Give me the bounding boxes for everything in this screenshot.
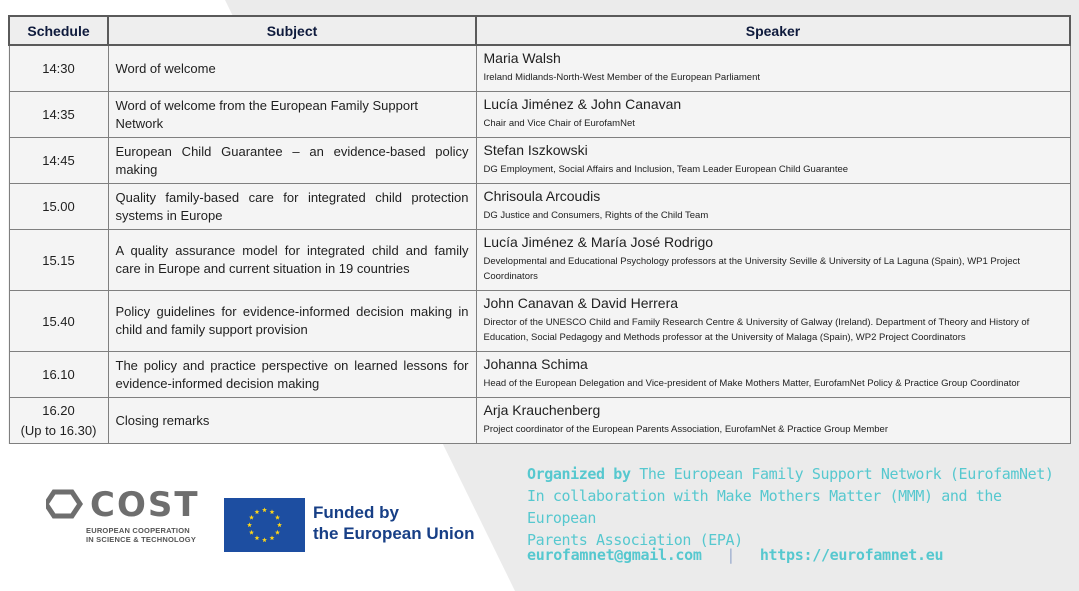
speaker-cell (476, 352, 1070, 398)
contact-separator: | (726, 546, 736, 564)
speaker-role: Project coordinator of the European Parents Association, EurofamNet & Practice Group Member (483, 424, 888, 435)
speaker-cell (476, 92, 1070, 138)
speaker-name: Maria Walsh (483, 50, 561, 66)
table-row (9, 230, 1070, 291)
speaker-name: Lucía Jiménez & María José Rodrigo (483, 234, 714, 250)
email-link[interactable]: eurofamnet@gmail.com (527, 546, 702, 564)
speaker-cell (476, 138, 1070, 184)
contact-line (527, 546, 943, 564)
speaker-name: Johanna Schima (483, 356, 588, 372)
time-cell: 16.10 (9, 352, 108, 398)
speaker-role: Ireland Midlands-North-West Member of the European Parliament (483, 72, 761, 83)
cost-logo (46, 488, 206, 543)
speaker-cell (476, 230, 1070, 291)
subject-cell: The policy and practice perspective on learned lessons for evidence-informed decision making (108, 352, 476, 398)
subject-cell: European Child Guarantee – an evidence-based policy making (108, 138, 476, 184)
website-link[interactable]: https://eurofamnet.eu (759, 546, 944, 564)
time-start: 16.20 (42, 402, 75, 418)
table-row (9, 352, 1070, 398)
time-cell: 15.15 (9, 230, 108, 291)
speaker-role: Chair and Vice Chair of EurofamNet (483, 118, 635, 129)
speaker-role: DG Justice and Consumers, Rights of the Child Team (483, 210, 709, 221)
eu-funded-line2: the European Union (313, 524, 475, 543)
subject-cell: Closing remarks (108, 398, 476, 444)
speaker-cell (476, 45, 1070, 92)
header-schedule: Schedule (9, 16, 108, 45)
subject-cell: A quality assurance model for integrated child and family care in Europe and current situation in 19 countries (108, 230, 476, 291)
speaker-cell (476, 291, 1070, 352)
time-end: (Up to 16.30) (20, 422, 97, 438)
speaker-name: Arja Krauchenberg (483, 402, 601, 418)
table-row (9, 45, 1070, 92)
header-subject: Subject (108, 16, 476, 45)
speaker-name: John Canavan & David Herrera (483, 295, 679, 311)
speaker-name: Stefan Iszkowski (483, 142, 588, 158)
organized-line2: In collaboration with Make Mothers Matter (MMM) and the European (527, 487, 1002, 527)
subject-cell: Word of welcome (108, 45, 476, 92)
subject-cell: Quality family-based care for integrated child protection systems in Europe (108, 184, 476, 230)
table-header-row (9, 16, 1070, 45)
speaker-role: Head of the European Delegation and Vice-president of Make Mothers Matter, EurofamNet Policy & Practice Group Coordinator (483, 378, 1020, 389)
speaker-cell (476, 184, 1070, 230)
cost-subtitle-2: IN SCIENCE & TECHNOLOGY (86, 535, 197, 544)
cost-logo-mark (46, 488, 206, 520)
time-cell: 14:30 (9, 45, 108, 92)
eu-flag-icon (224, 498, 305, 552)
header-speaker: Speaker (476, 16, 1070, 45)
speaker-role: Developmental and Educational Psychology professors at the University Seville & University of La Laguna (Spain), WP1 Project Coordinators (483, 256, 1020, 282)
table-row (9, 138, 1070, 184)
speaker-role: Director of the UNESCO Child and Family Research Centre & University of Galway (Ireland). Department of Theory and History of Education, Social Pedagogy and Methods professor at the University of Malaga (Spain), WP2 Project Coordinators (483, 317, 1030, 343)
organized-line3: Parents Association (EPA) (527, 531, 743, 549)
organizer-text (527, 463, 1067, 551)
eu-funded-line1: Funded by (313, 503, 399, 522)
table-row (9, 92, 1070, 138)
speaker-name: Lucía Jiménez & John Canavan (483, 96, 682, 112)
speaker-cell (476, 398, 1070, 444)
organized-lead: Organized by (527, 465, 631, 483)
time-cell: 14:35 (9, 92, 108, 138)
time-cell (9, 398, 108, 444)
speaker-role: DG Employment, Social Affairs and Inclusion, Team Leader European Child Guarantee (483, 164, 849, 175)
table-row (9, 291, 1070, 352)
subject-cell: Word of welcome from the European Family Support Network (108, 92, 476, 138)
table-row (9, 398, 1070, 444)
subject-cell: Policy guidelines for evidence-informed decision making in child and family support provision (108, 291, 476, 352)
speaker-name: Chrisoula Arcoudis (483, 188, 601, 204)
cost-subtitle-1: EUROPEAN COOPERATION (86, 526, 190, 535)
time-cell: 15.40 (9, 291, 108, 352)
table-row (9, 184, 1070, 230)
eu-funded-text (313, 502, 475, 544)
schedule-table (8, 15, 1071, 444)
organized-line1: The European Family Support Network (EurofamNet) (639, 465, 1054, 483)
time-cell: 15.00 (9, 184, 108, 230)
cost-word: COST (90, 488, 200, 520)
time-cell: 14:45 (9, 138, 108, 184)
